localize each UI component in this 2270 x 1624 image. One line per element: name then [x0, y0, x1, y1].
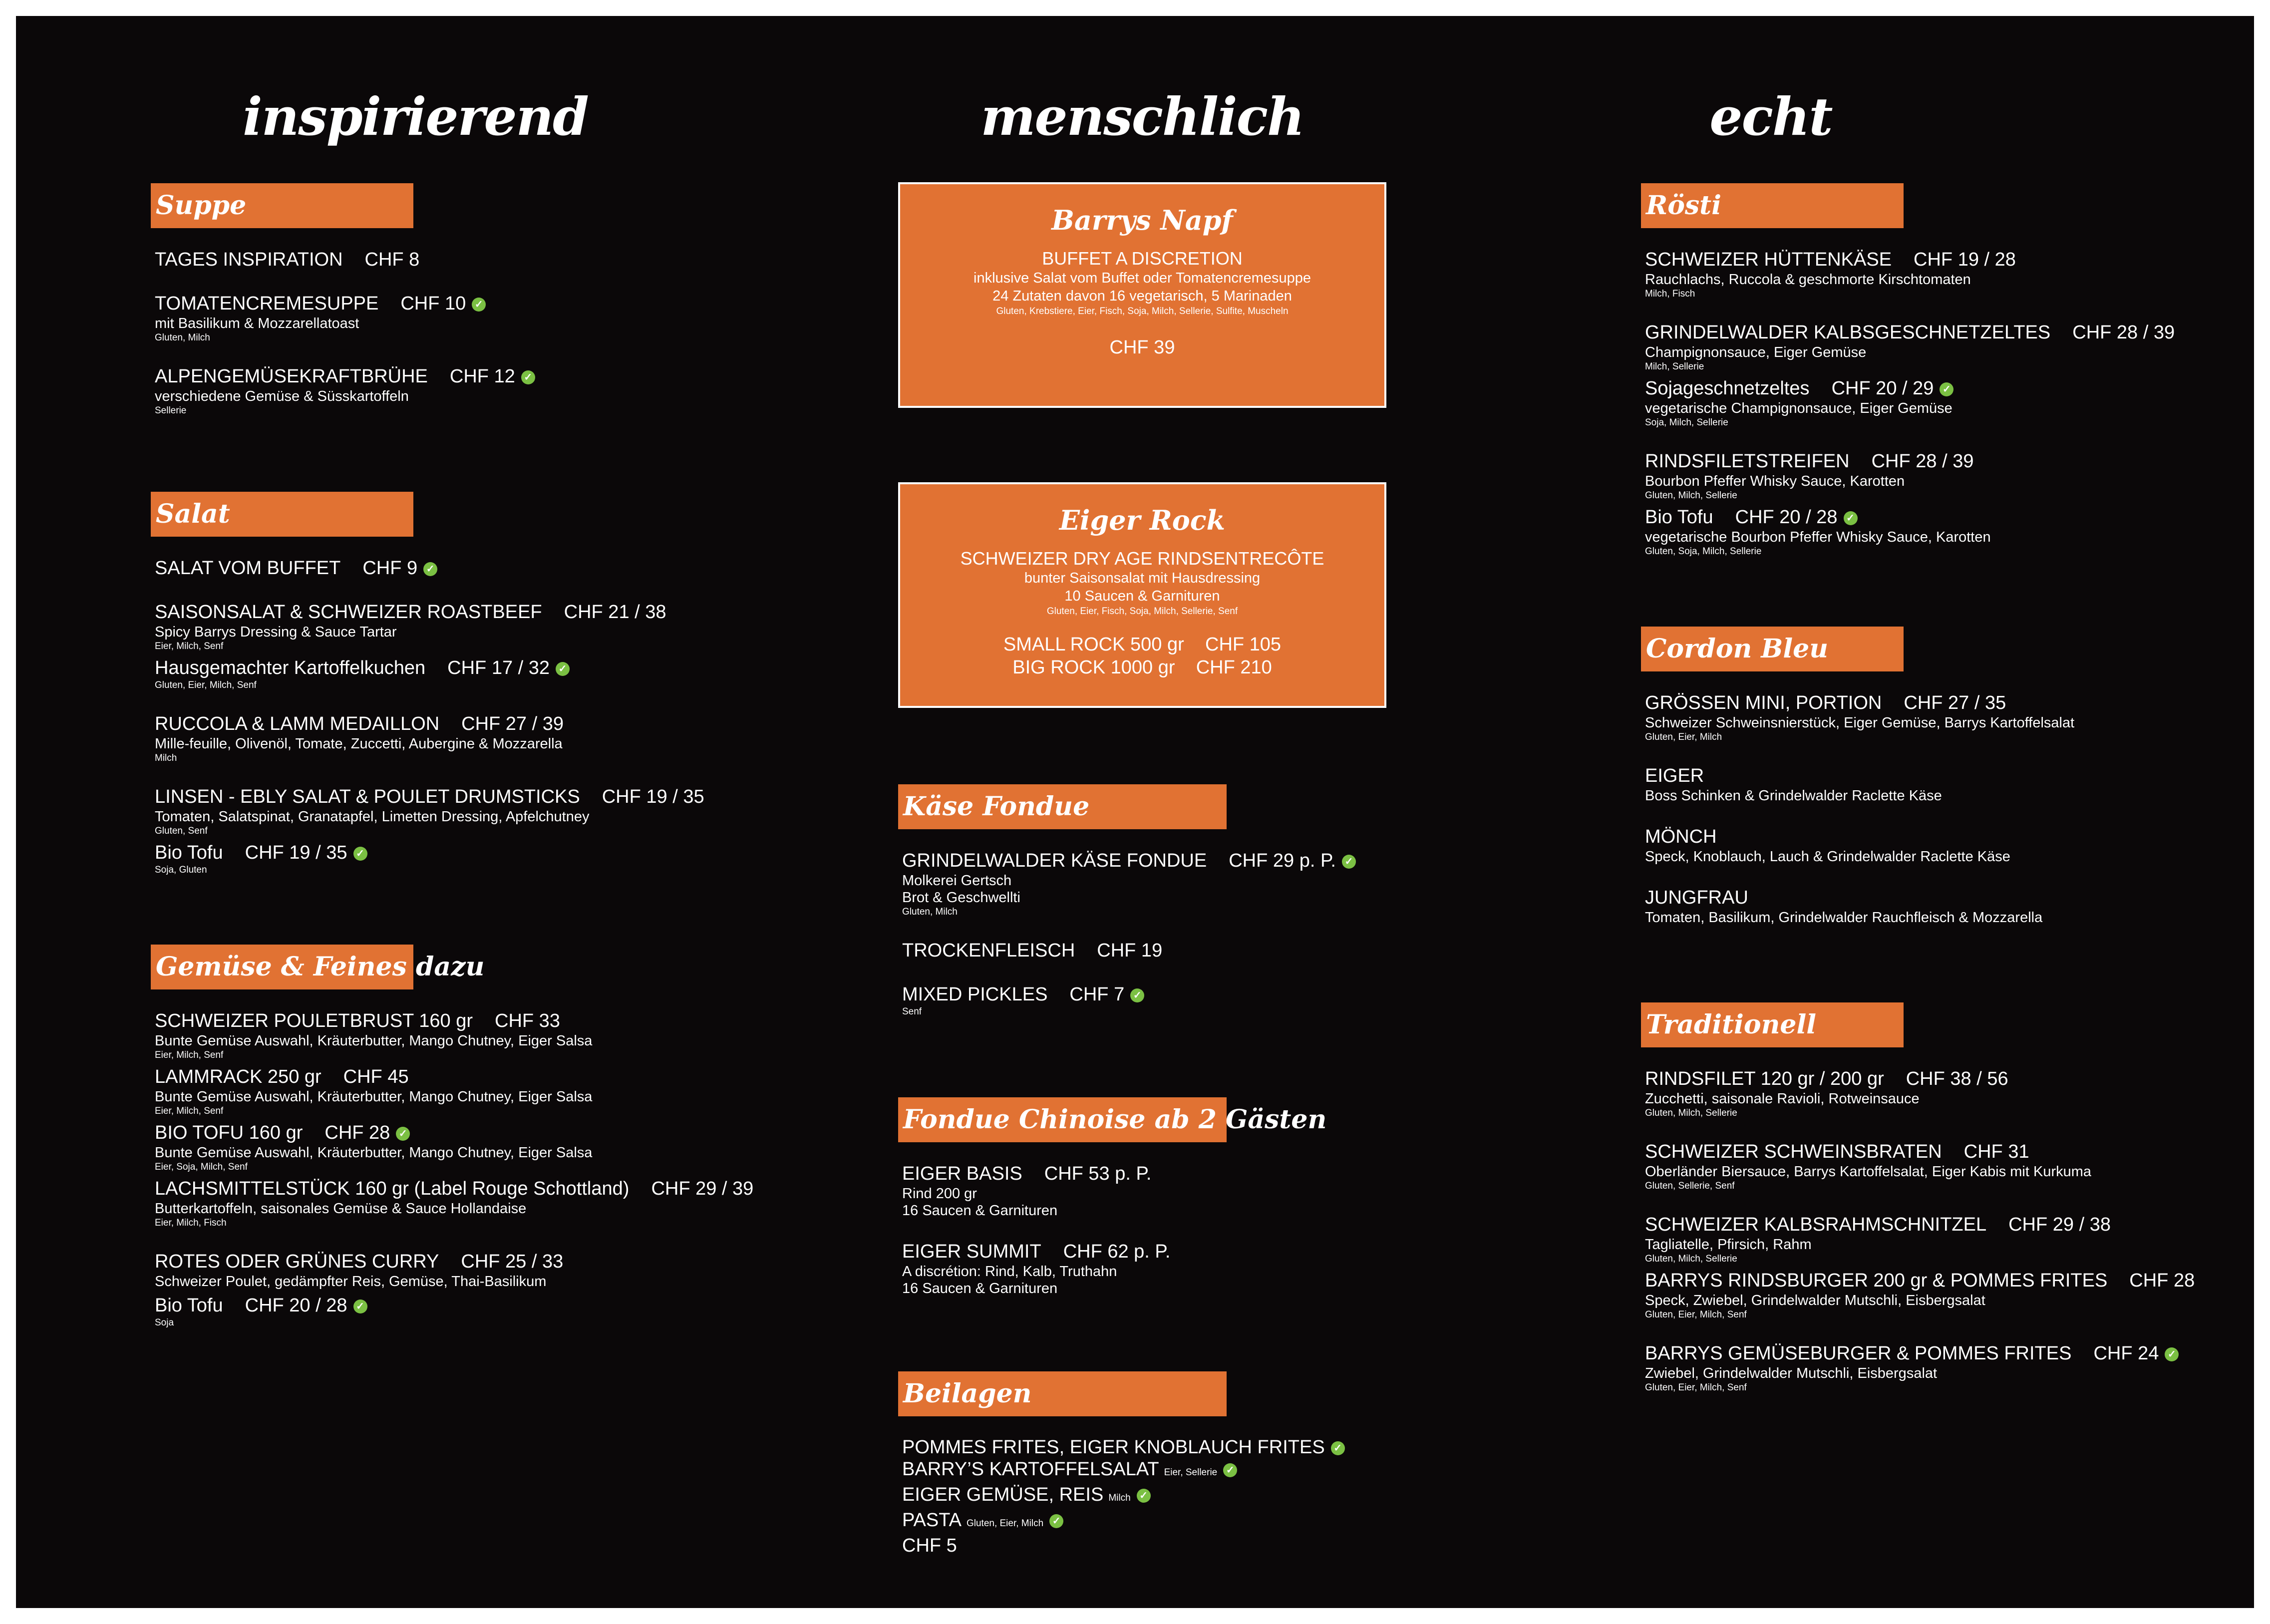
item-name-line [155, 248, 535, 271]
item-name-line [155, 1177, 753, 1200]
menu-item [1645, 1213, 2195, 1265]
item-name-line [1645, 377, 2175, 400]
beilagen-price: CHF 5 [902, 1535, 957, 1556]
item-name-line [1645, 1140, 2195, 1163]
leaf-icon: ✓ [521, 370, 535, 384]
item-description: 16 Saucen & Garnituren [902, 1203, 1058, 1219]
item-allergens: Gluten, Milch [902, 907, 958, 917]
leaf-icon: ✓ [1342, 855, 1356, 869]
column-title: menschlich [980, 86, 1304, 147]
item-price: CHF 19 / 35 [245, 842, 347, 863]
item-description: Bunte Gemüse Auswahl, Kräuterbutter, Mango Chutney, Eiger Salsa [155, 1089, 593, 1105]
section-heading: Käse Fondue [898, 784, 1227, 829]
item-name: LINSEN - EBLY SALAT & POULET DRUMSTICKS [155, 786, 580, 807]
box-price: BIG ROCK 1000 gr CHF 210 [1012, 657, 1272, 678]
item-name: EIGER SUMMIT [902, 1241, 1041, 1262]
section-heading: Beilagen [898, 1371, 1227, 1416]
leaf-icon: ✓ [1137, 1489, 1151, 1503]
beilagen-list [898, 1436, 1345, 1557]
item-allergens: Milch, Sellerie [1645, 361, 1704, 372]
item-name: SCHWEIZER HÜTTENKÄSE [1645, 249, 1892, 270]
leaf-icon: ✓ [2165, 1347, 2179, 1361]
item-allergens: Soja, Milch, Sellerie [1645, 417, 1728, 428]
beilage-line [902, 1509, 1345, 1535]
item-price: CHF 20 / 28 [1735, 507, 1838, 528]
item-name: BARRYS GEMÜSEBURGER & POMMES FRITES [1645, 1343, 2072, 1364]
menu-item [1645, 1342, 2195, 1394]
item-description: Bunte Gemüse Auswahl, Kräuterbutter, Mango Chutney, Eiger Salsa [155, 1033, 593, 1049]
beilage-allergens: Eier, Sellerie [1164, 1467, 1218, 1478]
leaf-icon: ✓ [353, 1299, 367, 1313]
items-list [898, 1162, 1227, 1297]
menu-item [902, 849, 1356, 918]
item-name: RINDSFILET 120 gr / 200 gr [1645, 1068, 1884, 1089]
item-name: Hausgemachter Kartoffelkuchen [155, 657, 426, 678]
item-price: CHF 62 p. P. [1063, 1241, 1171, 1262]
item-name: SCHWEIZER POULETBRUST 160 gr [155, 1010, 473, 1031]
item-description: Spicy Barrys Dressing & Sauce Tartar [155, 624, 397, 640]
menu-item [1645, 691, 2074, 743]
item-price: CHF 21 / 38 [564, 602, 666, 623]
item-description: Oberländer Biersauce, Barrys Kartoffelsalat, Eiger Kabis mit Kurkuma [1645, 1164, 2092, 1180]
item-price: CHF 31 [1963, 1141, 2029, 1162]
beilage-allergens: Milch [1108, 1493, 1131, 1503]
beilage-line [902, 1484, 1345, 1509]
item-allergens: Senf [902, 1006, 922, 1017]
menu-item [155, 1009, 753, 1061]
menu-item [155, 248, 535, 271]
item-name-line [1645, 1213, 2195, 1236]
barrys-napf-box [898, 182, 1386, 408]
item-name-line [155, 841, 704, 864]
box-allergens: Gluten, Eier, Fisch, Soja, Milch, Sellerie, Senf [1046, 606, 1238, 617]
leaf-icon: ✓ [396, 1127, 410, 1141]
item-price: CHF 33 [495, 1010, 560, 1031]
section-heading: Traditionell [1641, 1002, 1904, 1047]
item-description: Zucchetti, saisonale Ravioli, Rotweinsauce [1645, 1091, 1920, 1107]
item-name-line [155, 1009, 753, 1032]
beilage-name: PASTA [902, 1510, 962, 1531]
items-list [898, 849, 1356, 1018]
item-allergens: Gluten, Milch [155, 332, 210, 343]
section-heading: Fondue Chinoise ab 2 Gästen [898, 1097, 1227, 1142]
item-allergens: Gluten, Eier, Milch [1645, 732, 1722, 742]
item-name: Sojageschnetzeltes [1645, 378, 1810, 399]
menu-item [1645, 248, 2175, 300]
item-price: CHF 12 [449, 366, 515, 387]
menu-item [1645, 450, 2175, 502]
box-subtitle: BUFFET A DISCRETION [1042, 248, 1243, 269]
item-description: Bunte Gemüse Auswahl, Kräuterbutter, Mango Chutney, Eiger Salsa [155, 1145, 593, 1161]
item-allergens: Gluten, Milch, Sellerie [1645, 490, 1737, 501]
leaf-icon: ✓ [1331, 1441, 1345, 1455]
item-allergens: Soja, Gluten [155, 865, 207, 875]
item-description: Molkerei Gertsch [902, 873, 1012, 889]
item-name-line [155, 601, 704, 624]
item-allergens: Eier, Milch, Senf [155, 1106, 224, 1116]
item-allergens: Eier, Soja, Milch, Senf [155, 1162, 248, 1172]
item-name: LACHSMITTELSTÜCK 160 gr (Label Rouge Schottland) [155, 1178, 630, 1199]
menu-item [155, 557, 704, 580]
menu-item [1645, 1269, 2195, 1321]
item-description: Tomaten, Salatspinat, Granatapfel, Limetten Dressing, Apfelchutney [155, 809, 590, 825]
item-description: Rauchlachs, Ruccola & geschmorte Kirschtomaten [1645, 272, 1971, 288]
item-name-line [1645, 1269, 2195, 1292]
item-name: MÖNCH [1645, 826, 1717, 847]
item-name-line [902, 849, 1356, 872]
menu-page [16, 16, 2254, 1608]
item-price: CHF 19 [1097, 940, 1163, 961]
item-allergens: Eier, Milch, Senf [155, 641, 224, 651]
section-cordon-bleu [1641, 627, 2074, 947]
menu-item [1645, 764, 2074, 804]
leaf-icon: ✓ [423, 562, 437, 576]
section-traditionell [1641, 1002, 2195, 1415]
menu-item [155, 1294, 753, 1329]
item-name-line [155, 785, 704, 808]
item-price: CHF 45 [343, 1066, 409, 1087]
box-desc: inklusive Salat vom Buffet oder Tomatencremesuppe [973, 270, 1311, 286]
items-list [1641, 248, 2175, 558]
menu-item [1645, 506, 2175, 558]
item-name: BARRYS RINDSBURGER 200 gr & POMMES FRITES [1645, 1270, 2108, 1291]
item-name: SAISONSALAT & SCHWEIZER ROASTBEEF [155, 602, 542, 623]
item-allergens: Eier, Milch, Senf [155, 1050, 224, 1060]
item-name: Bio Tofu [155, 842, 223, 863]
item-name: EIGER [1645, 765, 1704, 786]
menu-item [155, 365, 535, 417]
item-description: 16 Saucen & Garnituren [902, 1281, 1058, 1297]
item-name-line [1645, 321, 2175, 344]
menu-item [155, 292, 535, 344]
items-list [151, 557, 704, 876]
item-price: CHF 19 / 28 [1914, 249, 2016, 270]
item-price: CHF 53 p. P. [1044, 1163, 1152, 1184]
item-name: TOMATENCREMESUPPE [155, 293, 379, 314]
item-price: CHF 27 / 39 [461, 713, 564, 734]
beilage-line [902, 1436, 1345, 1458]
item-price: CHF 7 [1069, 984, 1125, 1005]
item-name-line [1645, 1342, 2195, 1365]
menu-item [1645, 377, 2175, 429]
item-name-line [902, 983, 1356, 1006]
item-allergens: Gluten, Milch, Sellerie [1645, 1108, 1737, 1118]
beilage-name: EIGER GEMÜSE, REIS [902, 1484, 1104, 1505]
item-price: CHF 28 [2129, 1270, 2195, 1291]
items-list [151, 248, 535, 417]
item-price: CHF 8 [364, 249, 420, 270]
item-name: TROCKENFLEISCH [902, 940, 1075, 961]
menu-item [155, 785, 704, 837]
section-fondue-chinoise [898, 1097, 1327, 1318]
item-name: RINDSFILETSTREIFEN [1645, 451, 1850, 472]
item-name: SALAT VOM BUFFET [155, 558, 341, 579]
box-title: Eiger Rock [1059, 504, 1226, 536]
menu-item [155, 712, 704, 764]
item-allergens: Milch [155, 753, 177, 763]
item-price: CHF 19 / 35 [602, 786, 704, 807]
menu-item [902, 1240, 1227, 1297]
item-allergens: Sellerie [155, 405, 187, 416]
leaf-icon: ✓ [556, 662, 570, 676]
item-price: CHF 20 / 28 [245, 1295, 347, 1316]
item-description: Bourbon Pfeffer Whisky Sauce, Karotten [1645, 473, 1905, 489]
item-name: TAGES INSPIRATION [155, 249, 343, 270]
item-name-line [155, 1294, 753, 1317]
item-description: Butterkartoffeln, saisonales Gemüse & Sauce Hollandaise [155, 1201, 527, 1217]
item-name-line [902, 1162, 1227, 1185]
item-name-line [155, 1121, 753, 1144]
item-name: SCHWEIZER KALBSRAHMSCHNITZEL [1645, 1214, 1987, 1235]
section-heading: Cordon Bleu [1641, 627, 1904, 671]
menu-item [902, 939, 1356, 962]
item-description: Tagliatelle, Pfirsich, Rahm [1645, 1237, 1812, 1253]
section-kaese-fondue [898, 784, 1356, 1039]
item-name-line [155, 292, 535, 315]
item-allergens: Gluten, Milch, Sellerie [1645, 1254, 1737, 1264]
leaf-icon: ✓ [472, 298, 486, 312]
item-name-line [155, 1065, 753, 1088]
item-price: CHF 17 / 32 [447, 657, 550, 678]
item-description: Mille-feuille, Olivenöl, Tomate, Zuccetti, Aubergine & Mozzarella [155, 736, 563, 752]
item-description: Boss Schinken & Grindelwalder Raclette Käse [1645, 788, 1942, 804]
item-name: SCHWEIZER SCHWEINSBRATEN [1645, 1141, 1942, 1162]
item-price: CHF 29 / 39 [651, 1178, 754, 1199]
item-name: ROTES ODER GRÜNES CURRY [155, 1251, 439, 1272]
menu-item [1645, 825, 2074, 865]
menu-item [1645, 886, 2074, 926]
section-heading: Suppe [151, 183, 413, 228]
menu-item [1645, 1067, 2195, 1119]
menu-item [1645, 1140, 2195, 1192]
item-name: GRINDELWALDER KÄSE FONDUE [902, 850, 1207, 871]
leaf-icon: ✓ [1844, 511, 1858, 525]
item-price: CHF 20 / 29 [1831, 378, 1934, 399]
item-name: GRINDELWALDER KALBSGESCHNETZELTES [1645, 322, 2051, 343]
box-price: SMALL ROCK 500 gr CHF 105 [1003, 634, 1282, 655]
item-price: CHF 10 [400, 293, 466, 314]
beilagen-lines [902, 1436, 1345, 1535]
item-price: CHF 28 / 39 [1871, 451, 1974, 472]
menu-item [155, 1065, 753, 1117]
leaf-icon: ✓ [1223, 1463, 1237, 1477]
item-allergens: Milch, Fisch [1645, 289, 1695, 299]
section-roesti [1641, 183, 2175, 579]
section-gemuese [151, 945, 753, 1350]
item-name: Bio Tofu [1645, 507, 1713, 528]
item-description: Schweizer Schweinsnierstück, Eiger Gemüse, Barrys Kartoffelsalat [1645, 715, 2075, 731]
item-name-line [155, 1250, 753, 1273]
beilage-name: BARRY’S KARTOFFELSALAT [902, 1459, 1159, 1480]
item-description: mit Basilikum & Mozzarellatoast [155, 316, 359, 331]
item-price: CHF 28 [324, 1122, 390, 1143]
section-suppe [151, 183, 535, 438]
items-list [1641, 1067, 2195, 1394]
menu-item [155, 601, 704, 652]
leaf-icon: ✓ [1130, 988, 1144, 1002]
box-desc: bunter Saisonsalat mit Hausdressing [1024, 570, 1261, 586]
menu-item [155, 841, 704, 876]
item-name-line [1645, 691, 2074, 714]
menu-item [902, 1162, 1227, 1219]
box-price: CHF 39 [1109, 337, 1175, 358]
box-desc: 24 Zutaten davon 16 vegetarisch, 5 Marinaden [992, 288, 1292, 304]
item-allergens: Gluten, Soja, Milch, Sellerie [1645, 546, 1762, 557]
item-description: A discrétion: Rind, Kalb, Truthahn [902, 1264, 1117, 1280]
item-name-line [1645, 764, 2074, 787]
eiger-rock-box [898, 482, 1386, 708]
column-title: echt [1709, 86, 1832, 147]
item-name: ALPENGEMÜSEKRAFTBRÜHE [155, 366, 428, 387]
menu-item [902, 983, 1356, 1018]
item-description: vegetarische Bourbon Pfeffer Whisky Sauce, Karotten [1645, 529, 1991, 545]
item-description: Rind 200 gr [902, 1186, 977, 1202]
menu-item [155, 1121, 753, 1173]
item-name: LAMMRACK 250 gr [155, 1066, 322, 1087]
item-allergens: Eier, Milch, Fisch [155, 1218, 227, 1228]
items-list [151, 1009, 753, 1329]
item-description: Zwiebel, Grindelwalder Mutschli, Eisbergsalat [1645, 1365, 1938, 1381]
item-description: Speck, Knoblauch, Lauch & Grindelwalder Raclette Käse [1645, 849, 2010, 865]
item-price: CHF 9 [362, 558, 418, 579]
item-price: CHF 29 / 38 [2008, 1214, 2111, 1235]
item-price: CHF 25 / 33 [461, 1251, 564, 1272]
box-title: Barrys Napf [1051, 204, 1233, 236]
item-name-line [1645, 248, 2175, 271]
item-name: GRÖSSEN MINI, PORTION [1645, 692, 1882, 713]
item-description: Schweizer Poulet, gedämpfter Reis, Gemüse, Thai-Basilikum [155, 1274, 547, 1290]
menu-item [155, 1177, 753, 1229]
box-subtitle: SCHWEIZER DRY AGE RINDSENTRECÔTE [960, 548, 1324, 569]
item-allergens: Soja [155, 1317, 174, 1328]
leaf-icon: ✓ [353, 847, 367, 861]
item-description: Tomaten, Basilikum, Grindelwalder Rauchfleisch & Mozzarella [1645, 910, 2043, 926]
item-price: CHF 27 / 35 [1904, 692, 2006, 713]
menu-item [1645, 321, 2175, 373]
item-price: CHF 28 / 39 [2072, 322, 2175, 343]
section-heading: Rösti [1641, 183, 1904, 228]
section-salat [151, 492, 704, 897]
item-price: CHF 24 [2093, 1343, 2159, 1364]
menu-item [155, 1250, 753, 1290]
item-name: JUNGFRAU [1645, 887, 1748, 908]
item-name-line [1645, 886, 2074, 909]
item-name-line [902, 939, 1356, 962]
item-name-line [1645, 450, 2175, 473]
box-desc: 10 Saucen & Garnituren [1064, 588, 1220, 604]
menu-item [155, 656, 704, 691]
item-name: EIGER BASIS [902, 1163, 1022, 1184]
beilage-line [902, 1458, 1345, 1484]
item-name-line [1645, 825, 2074, 848]
item-allergens: Gluten, Eier, Milch, Senf [1645, 1309, 1747, 1320]
item-name: BIO TOFU 160 gr [155, 1122, 303, 1143]
item-name: RUCCOLA & LAMM MEDAILLON [155, 713, 440, 734]
item-name-line [1645, 1067, 2195, 1090]
item-description: Speck, Zwiebel, Grindelwalder Mutschli, Eisbergsalat [1645, 1293, 1985, 1308]
beilage-allergens: Gluten, Eier, Milch [966, 1518, 1044, 1529]
item-description: vegetarische Champignonsauce, Eiger Gemüse [1645, 400, 1952, 416]
item-price: CHF 29 p. P. [1229, 850, 1336, 871]
item-name-line [155, 656, 704, 679]
item-description: verschiedene Gemüse & Süsskartoffeln [155, 388, 409, 404]
item-allergens: Gluten, Senf [155, 826, 208, 836]
item-allergens: Gluten, Eier, Milch, Senf [155, 680, 257, 690]
section-heading: Salat [151, 492, 413, 537]
items-list [1641, 691, 2074, 926]
section-heading: Gemüse & Feines dazu [151, 945, 413, 989]
item-name-line [902, 1240, 1227, 1263]
item-allergens: Gluten, Eier, Milch, Senf [1645, 1382, 1747, 1393]
section-beilagen [898, 1371, 1345, 1557]
box-allergens: Gluten, Krebstiere, Eier, Fisch, Soja, Milch, Sellerie, Sulfite, Muscheln [996, 306, 1289, 317]
item-name: Bio Tofu [155, 1295, 223, 1316]
item-name-line [155, 712, 704, 735]
item-name-line [155, 365, 535, 388]
column-title: inspirierend [243, 86, 588, 147]
item-name-line [1645, 506, 2175, 529]
item-name: MIXED PICKLES [902, 984, 1048, 1005]
item-description: Brot & Geschwellti [902, 890, 1020, 906]
item-name-line [155, 557, 704, 580]
leaf-icon: ✓ [1940, 382, 1953, 396]
item-description: Champignonsauce, Eiger Gemüse [1645, 344, 1867, 360]
beilage-name: POMMES FRITES, EIGER KNOBLAUCH FRITES [902, 1437, 1325, 1458]
item-price: CHF 38 / 56 [1906, 1068, 2008, 1089]
item-allergens: Gluten, Sellerie, Senf [1645, 1181, 1735, 1191]
leaf-icon: ✓ [1049, 1514, 1063, 1528]
